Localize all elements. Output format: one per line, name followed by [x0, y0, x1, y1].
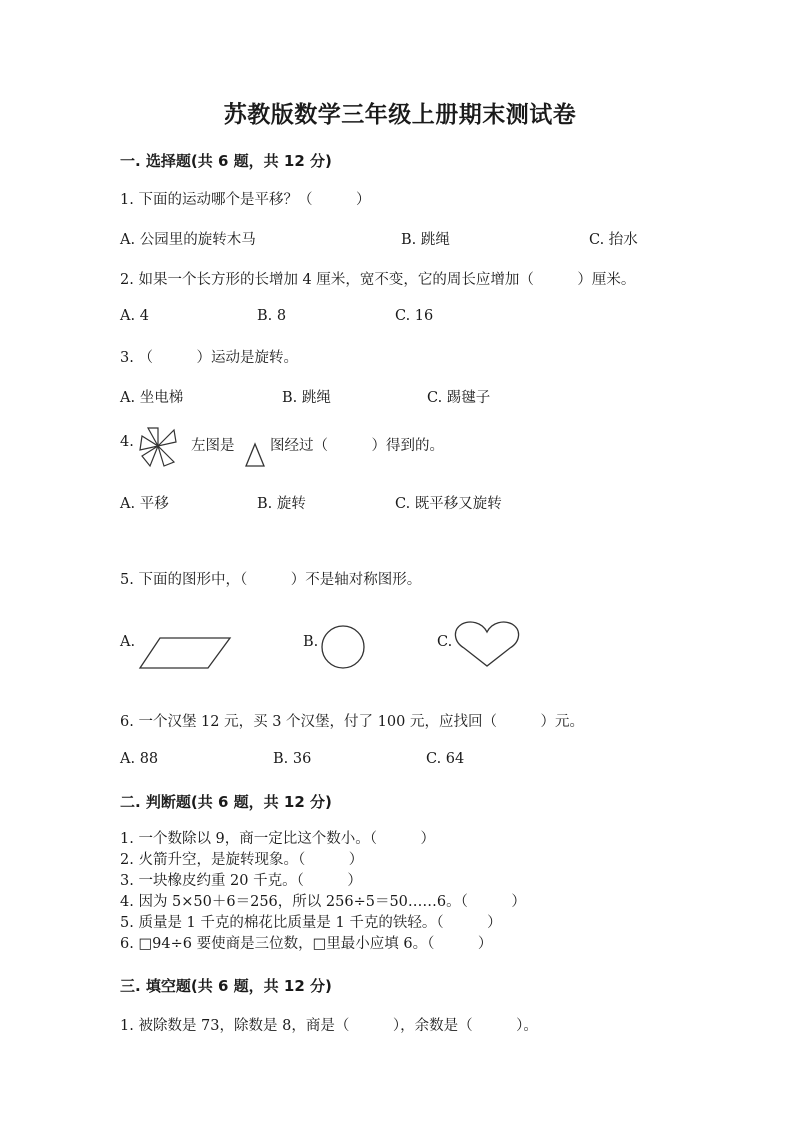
question-1-option-a: A. 公园里的旋转木马	[120, 232, 256, 248]
circle-shape	[320, 624, 366, 670]
question-3-option-b: B. 跳绳	[282, 390, 331, 406]
question-5-stem: 5. 下面的图形中，（ ）不是轴对称图形。	[120, 572, 422, 588]
question-3-stem: 3. （ ）运动是旋转。	[120, 350, 298, 366]
question-6-option-c: C. 64	[426, 751, 465, 767]
page-title: 苏教版数学三年级上册期末测试卷	[223, 101, 577, 128]
question-6-option-a: A. 88	[120, 751, 159, 767]
question-2-option-c: C. 16	[395, 308, 434, 324]
question-4-number: 4.	[120, 434, 134, 450]
question-4-option-a: A. 平移	[120, 496, 169, 512]
question-3-option-a: A. 坐电梯	[120, 390, 184, 406]
question-1-option-c: C. 抬水	[589, 232, 638, 248]
parallelogram-shape	[138, 636, 232, 670]
question-3-option-c: C. 踢毽子	[427, 390, 491, 406]
section-heading-judge: 二. 判断题(共 6 题，共 12 分)	[120, 793, 332, 811]
question-4-tail-text: 图经过（ ）得到的。	[270, 438, 444, 454]
triangle-figure	[244, 442, 266, 468]
judge-item-2: 2. 火箭升空，是旋转现象。（ ）	[120, 852, 364, 868]
question-2-option-a: A. 4	[120, 308, 149, 324]
pinwheel-figure	[138, 424, 178, 468]
question-5-option-a: A.	[120, 634, 136, 650]
question-5-option-c: C.	[437, 634, 453, 650]
judge-item-1: 1. 一个数除以 9，商一定比这个数小。（ ）	[120, 831, 436, 847]
judge-item-4: 4. 因为 5×50＋6＝256，所以 256÷5＝50……6。（ ）	[120, 894, 526, 910]
judge-item-3: 3. 一块橡皮约重 20 千克。（ ）	[120, 873, 362, 889]
section-heading-choice: 一. 选择题(共 6 题，共 12 分)	[120, 152, 332, 170]
judge-item-6: 6. □94÷6 要使商是三位数，□里最小应填 6。（ ）	[120, 936, 493, 952]
question-6-stem: 6. 一个汉堡 12 元，买 3 个汉堡，付了 100 元，应找回（ ）元。	[120, 714, 584, 730]
section-heading-fill: 三. 填空题(共 6 题，共 12 分)	[120, 977, 332, 995]
heart-shape	[452, 620, 522, 668]
question-4-middle-text: 左图是	[191, 438, 235, 454]
judge-item-5: 5. 质量是 1 千克的棉花比质量是 1 千克的铁轻。（ ）	[120, 915, 502, 931]
question-4-option-c: C. 既平移又旋转	[395, 496, 502, 512]
question-1-stem: 1. 下面的运动哪个是平移？（ ）	[120, 192, 371, 208]
question-6-option-b: B. 36	[273, 751, 312, 767]
question-5-option-b: B.	[303, 634, 319, 650]
question-2-stem: 2. 如果一个长方形的长增加 4 厘米，宽不变，它的周长应增加（ ）厘米。	[120, 272, 636, 288]
question-4-option-b: B. 旋转	[257, 496, 306, 512]
fill-question-1: 1. 被除数是 73，除数是 8，商是（ ），余数是（ ）。	[120, 1018, 538, 1034]
question-2-option-b: B. 8	[257, 308, 287, 324]
question-1-option-b: B. 跳绳	[401, 232, 450, 248]
